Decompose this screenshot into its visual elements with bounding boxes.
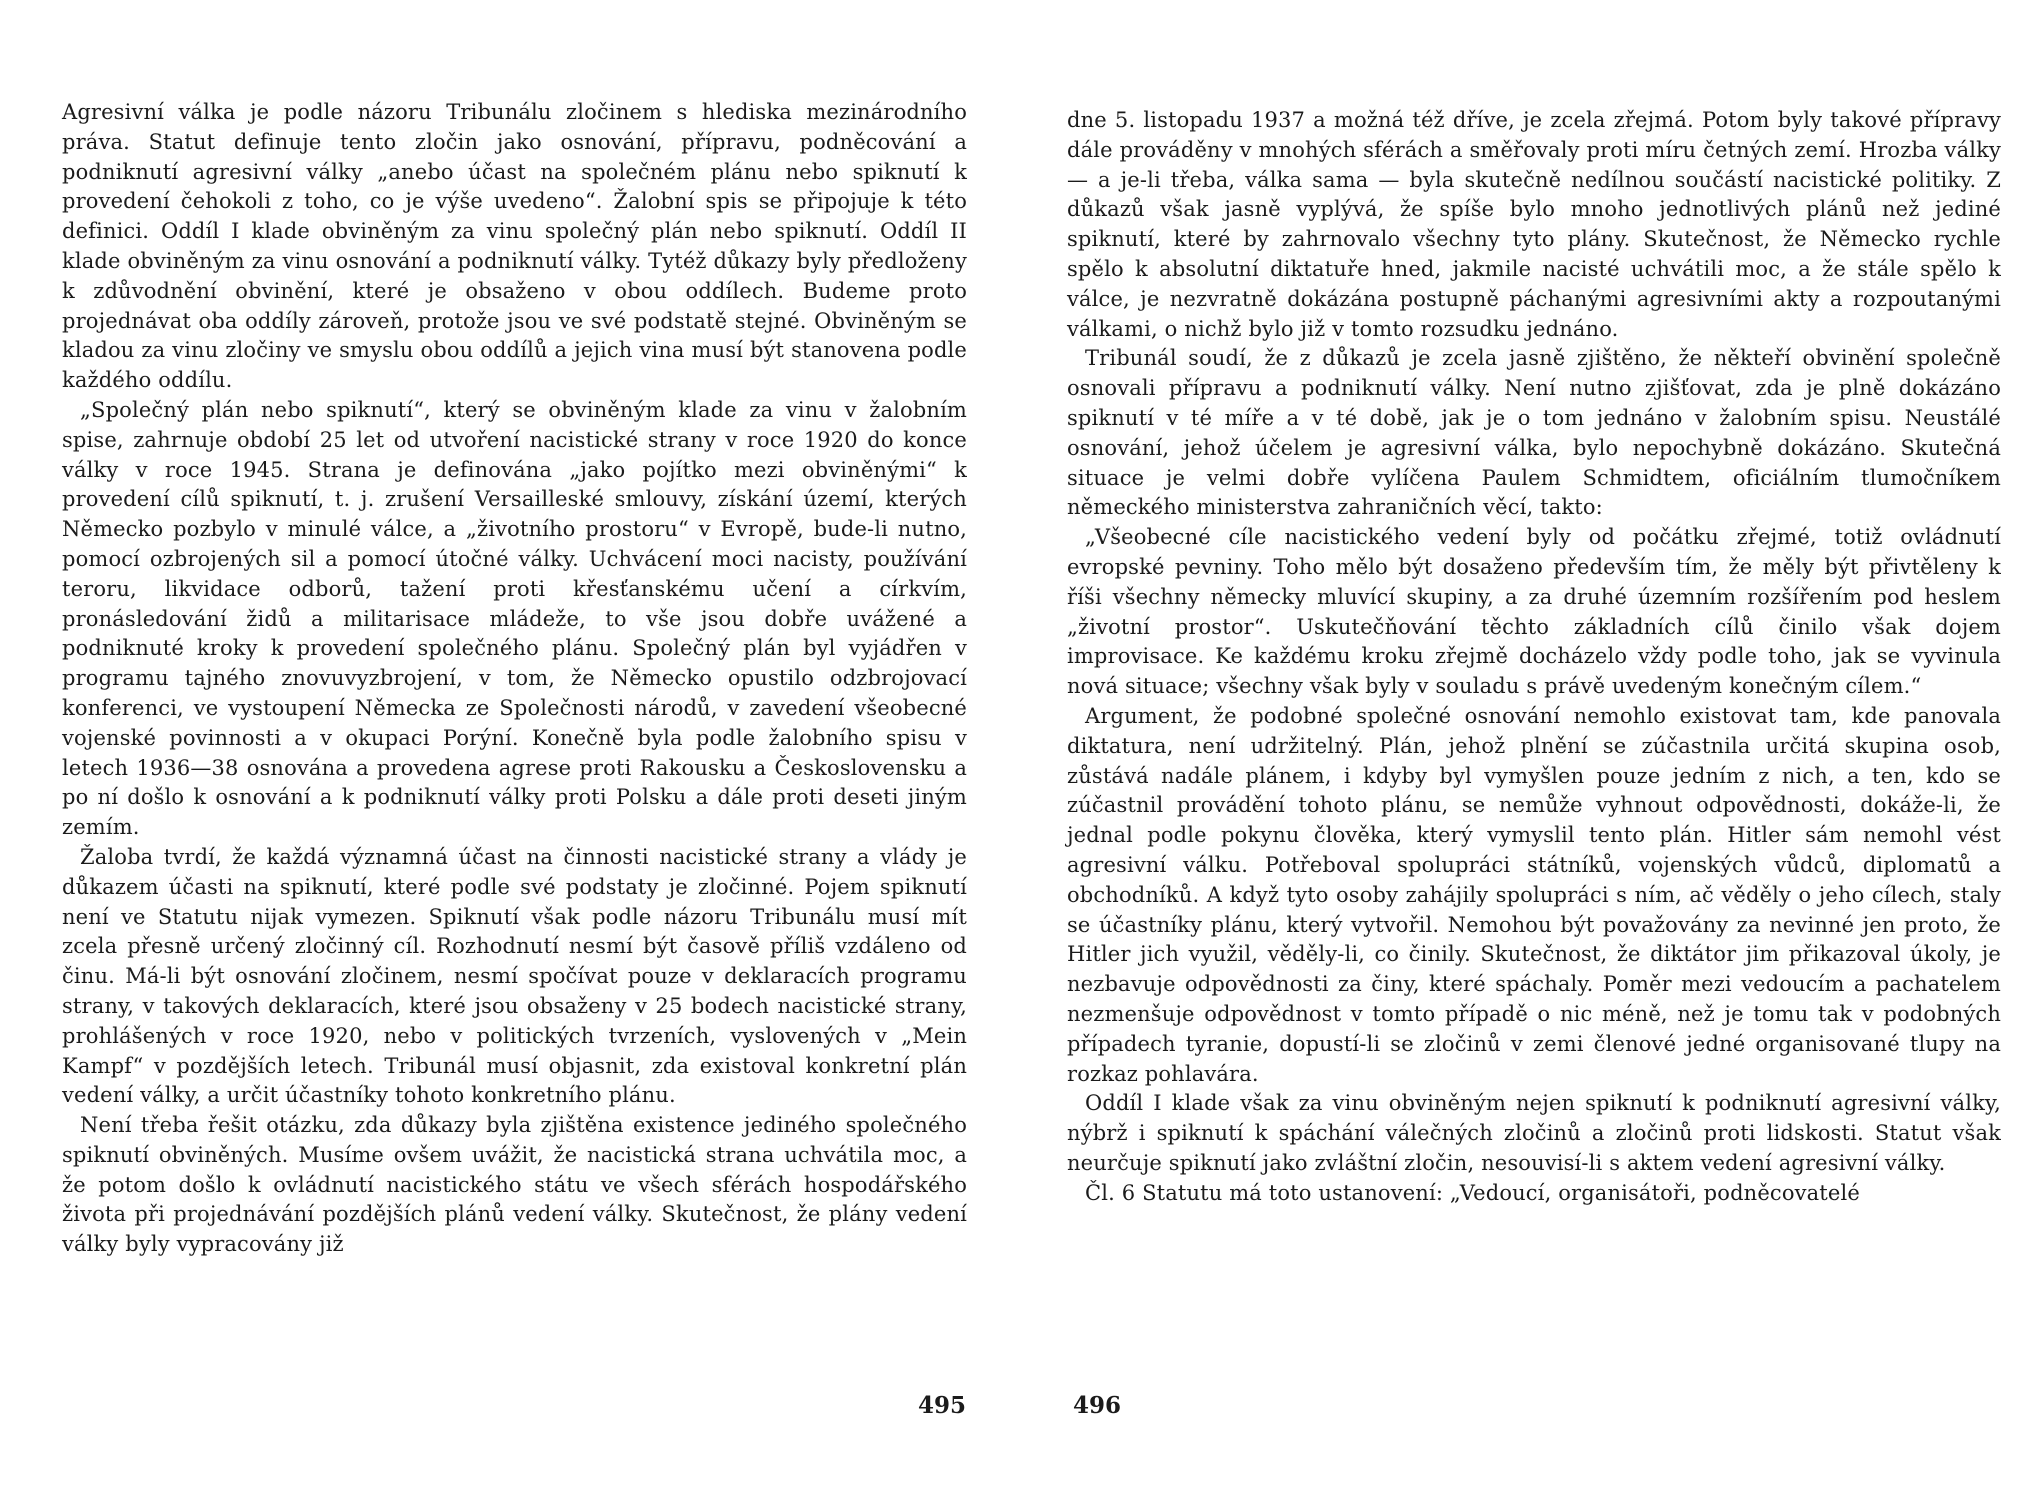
page-number: 496: [1073, 1392, 1122, 1419]
paragraph: „Společný plán nebo spiknutí“, který se obviněným klade za vinu v žalobním spise, zahrnuje období 25 let od utvoření nacistické strany v roce 1920 do konce války v roce 1945. Strana je definována „jako pojítko mezi obviněnými“ k provedení cílů spiknutí, t. j. zrušení Versailleské smlouvy, získání území, kterých Německo pozbylo v minulé válce, a „životního prostoru“ v Evropě, bude-li nutno, pomocí ozbrojených sil a pomocí útočné války. Uchvácení moci nacisty, používání teroru, likvidace odborů, tažení proti křesťanskému učení a církvím, pronásledování židů a militarisace mládeže, to vše jsou dobře uvážené a podniknuté kroky k provedení společného plánu. Společný plán byl vyjádřen v programu tajného znovuvyzbrojení, v tom, že Německo opustilo odzbrojovací konferenci, ve vystoupení Německa ze Společnosti národů, v zavedení všeobecné vojenské povinnosti a v okupaci Porýní. Konečně byla podle žalobního spisu v letech 1936—38 osnována a provedena agrese proti Rakousku a Československu a po ní došlo k osnování a k podniknutí války proti Polsku a dále proti deseti jiným zemím.: [62, 397, 967, 840]
paragraph: Žaloba tvrdí, že každá významná účast na činnosti nacistické strany a vlády je důkazem účasti na spiknutí, které podle své podstaty je zločinné. Pojem spiknutí není ve Statutu nijak vymezen. Spiknutí však podle názoru Tribunálu musí mít zcela přesně určený zločinný cíl. Rozhodnutí nesmí být časově příliš vzdáleno od činu. Má-li být osnování zločinem, nesmí spočívat pouze v deklaracích programu strany, v takových deklaracích, které jsou obsaženy v 25 bodech nacistické strany, prohlášených v roce 1920, nebo v politických tvrzeních, vyslovených v „Mein Kampf“ v pozdějších letech. Tribunál musí objasnit, zda existoval konkretní plán vedení války, a určit účastníky tohoto konkretního plánu.: [62, 844, 967, 1108]
right-page: [1015, 0, 2030, 1500]
quotation-paragraph: „Všeobecné cíle nacistického vedení byly od počátku zřejmé, totiž ovládnutí evropské pevniny. Toho mělo být dosaženo především tím, že měly být přivtěleny k říši všechny německy mluvící skupiny, a za druhé územním rozšířením pod heslem „životní prostor“. Uskutečňování těchto základních cílů činilo však dojem improvisace. Ke každému kroku zřejmě docházelo vždy podle toho, jak se vyvinula nová situace; všechny však byly v souladu s právě uvedeným konečným cílem.“: [1067, 525, 2001, 699]
paragraph: Není třeba řešit otázku, zda důkazy byla zjištěna existence jediného společného spiknutí obviněných. Musíme ovšem uvážit, že nacistická strana uchvátila moc, a že potom došlo k ovládnutí nacistického státu ve všech sférách hospodářského života při projednávání pozdějších plánů vedení války. Skutečnost, že plány vedení války byly vypracovány již: [62, 1113, 967, 1257]
left-page-text: [62, 98, 967, 1260]
paragraph: Oddíl I klade však za vinu obviněným nejen spiknutí k podniknutí agresivní války, nýbrž i spiknutí k spáchání válečných zločinů a zločinů proti lidskosti. Statut však neurčuje spiknutí jako zvláštní zločin, nesouvisí-li s aktem vedení agresivní války.: [1067, 1091, 2001, 1175]
paragraph: Argument, že podobné společné osnování nemohlo existovat tam, kde panovala diktatura, není udržitelný. Plán, jehož plnění se zúčastnila určitá skupina osob, zůstává nadále plánem, i kdyby byl vymyšlen pouze jedním z nich, a ten, kdo se zúčastnil provádění tohoto plánu, se nemůže vyhnout odpovědnosti, dokáže-li, že jednal podle pokynu člověka, který vymyslil tento plán. Hitler sám nemohl vést agresivní válku. Potřeboval spolupráci státníků, vojenských vůdců, diplomatů a obchodníků. A když tyto osoby zahájily spolupráci s ním, ač věděly o jeho cílech, staly se účastníky plánu, který vytvořil. Nemohou být považovány za nevinné jen proto, že Hitler jich využil, věděly-li, co činily. Skutečnost, že diktátor jim přikazoval úkoly, je nezbavuje odpovědnosti za činy, které spáchaly. Poměr mezi vedoucím a pachatelem nezmenšuje odpovědnost v tomto případě o nic méně, než je tomu tak v podobných případech tyranie, dopustí-li se zločinů v zemi členové jedné organisované tlupy na rozkaz pohlavára.: [1067, 703, 2001, 1086]
paragraph: dne 5. listopadu 1937 a možná též dříve, je zcela zřejmá. Potom byly takové přípravy dále prováděny v mnohých sférách a směřovaly proti míru četných zemí. Hrozba války — a je-li třeba, válka sama — byla skutečně nedílnou součástí nacistické politiky. Z důkazů však jasně vyplývá, že spíše bylo mnoho jednotlivých plánů než jediné spiknutí, které by zahrnovalo všechny tyto plány. Skutečnost, že Německo rychle spělo k absolutní diktatuře hned, jakmile nacisté uchvátili moc, a že stále spělo k válce, je nezvratně dokázána postupně páchanými agresivními akty a rozpoutanými válkami, o nichž bylo již v tomto rozsudku jednáno.: [1067, 108, 2001, 341]
page-number: 495: [918, 1392, 967, 1419]
paragraph: Tribunál soudí, že z důkazů je zcela jasně zjištěno, že někteří obvinění společně osnovali přípravu a podniknutí války. Není nutno zjišťovat, zda je plně dokázáno spiknutí v té míře a v té době, jak je o tom jednáno v žalobním spisu. Neustálé osnování, jehož účelem je agresivní válka, bylo nepochybně dokázáno. Skutečná situace je velmi dobře vylíčena Paulem Schmidtem, oficiálním tlumočníkem německého ministerstva zahraničních věcí, takto:: [1067, 346, 2001, 520]
right-page-text: [1067, 106, 2001, 1208]
paragraph: Agresivní válka je podle názoru Tribunálu zločinem s hlediska mezinárodního práva. Statut definuje tento zločin jako osnování, přípravu, podněcování a podniknutí agresivní války „anebo účast na společném plánu nebo spiknutí k provedení čehokoli z toho, co je výše uvedeno“. Žalobní spis se připojuje k této definici. Oddíl I klade obviněným za vinu společný plán nebo spiknutí. Oddíl II klade obviněným za vinu osnování a podniknutí války. Tytéž důkazy byly předloženy k zdůvodnění obvinění, které je obsaženo v obou oddílech. Budeme proto projednávat oba oddíly zároveň, protože jsou ve své podstatě stejné. Obviněným se kladou za vinu zločiny ve smyslu obou oddílů a jejich vina musí být stanovena podle každého oddílu.: [62, 100, 967, 393]
paragraph: Čl. 6 Statutu má toto ustanovení: „Vedoucí, organisátoři, podněcovatelé: [1085, 1180, 1860, 1205]
